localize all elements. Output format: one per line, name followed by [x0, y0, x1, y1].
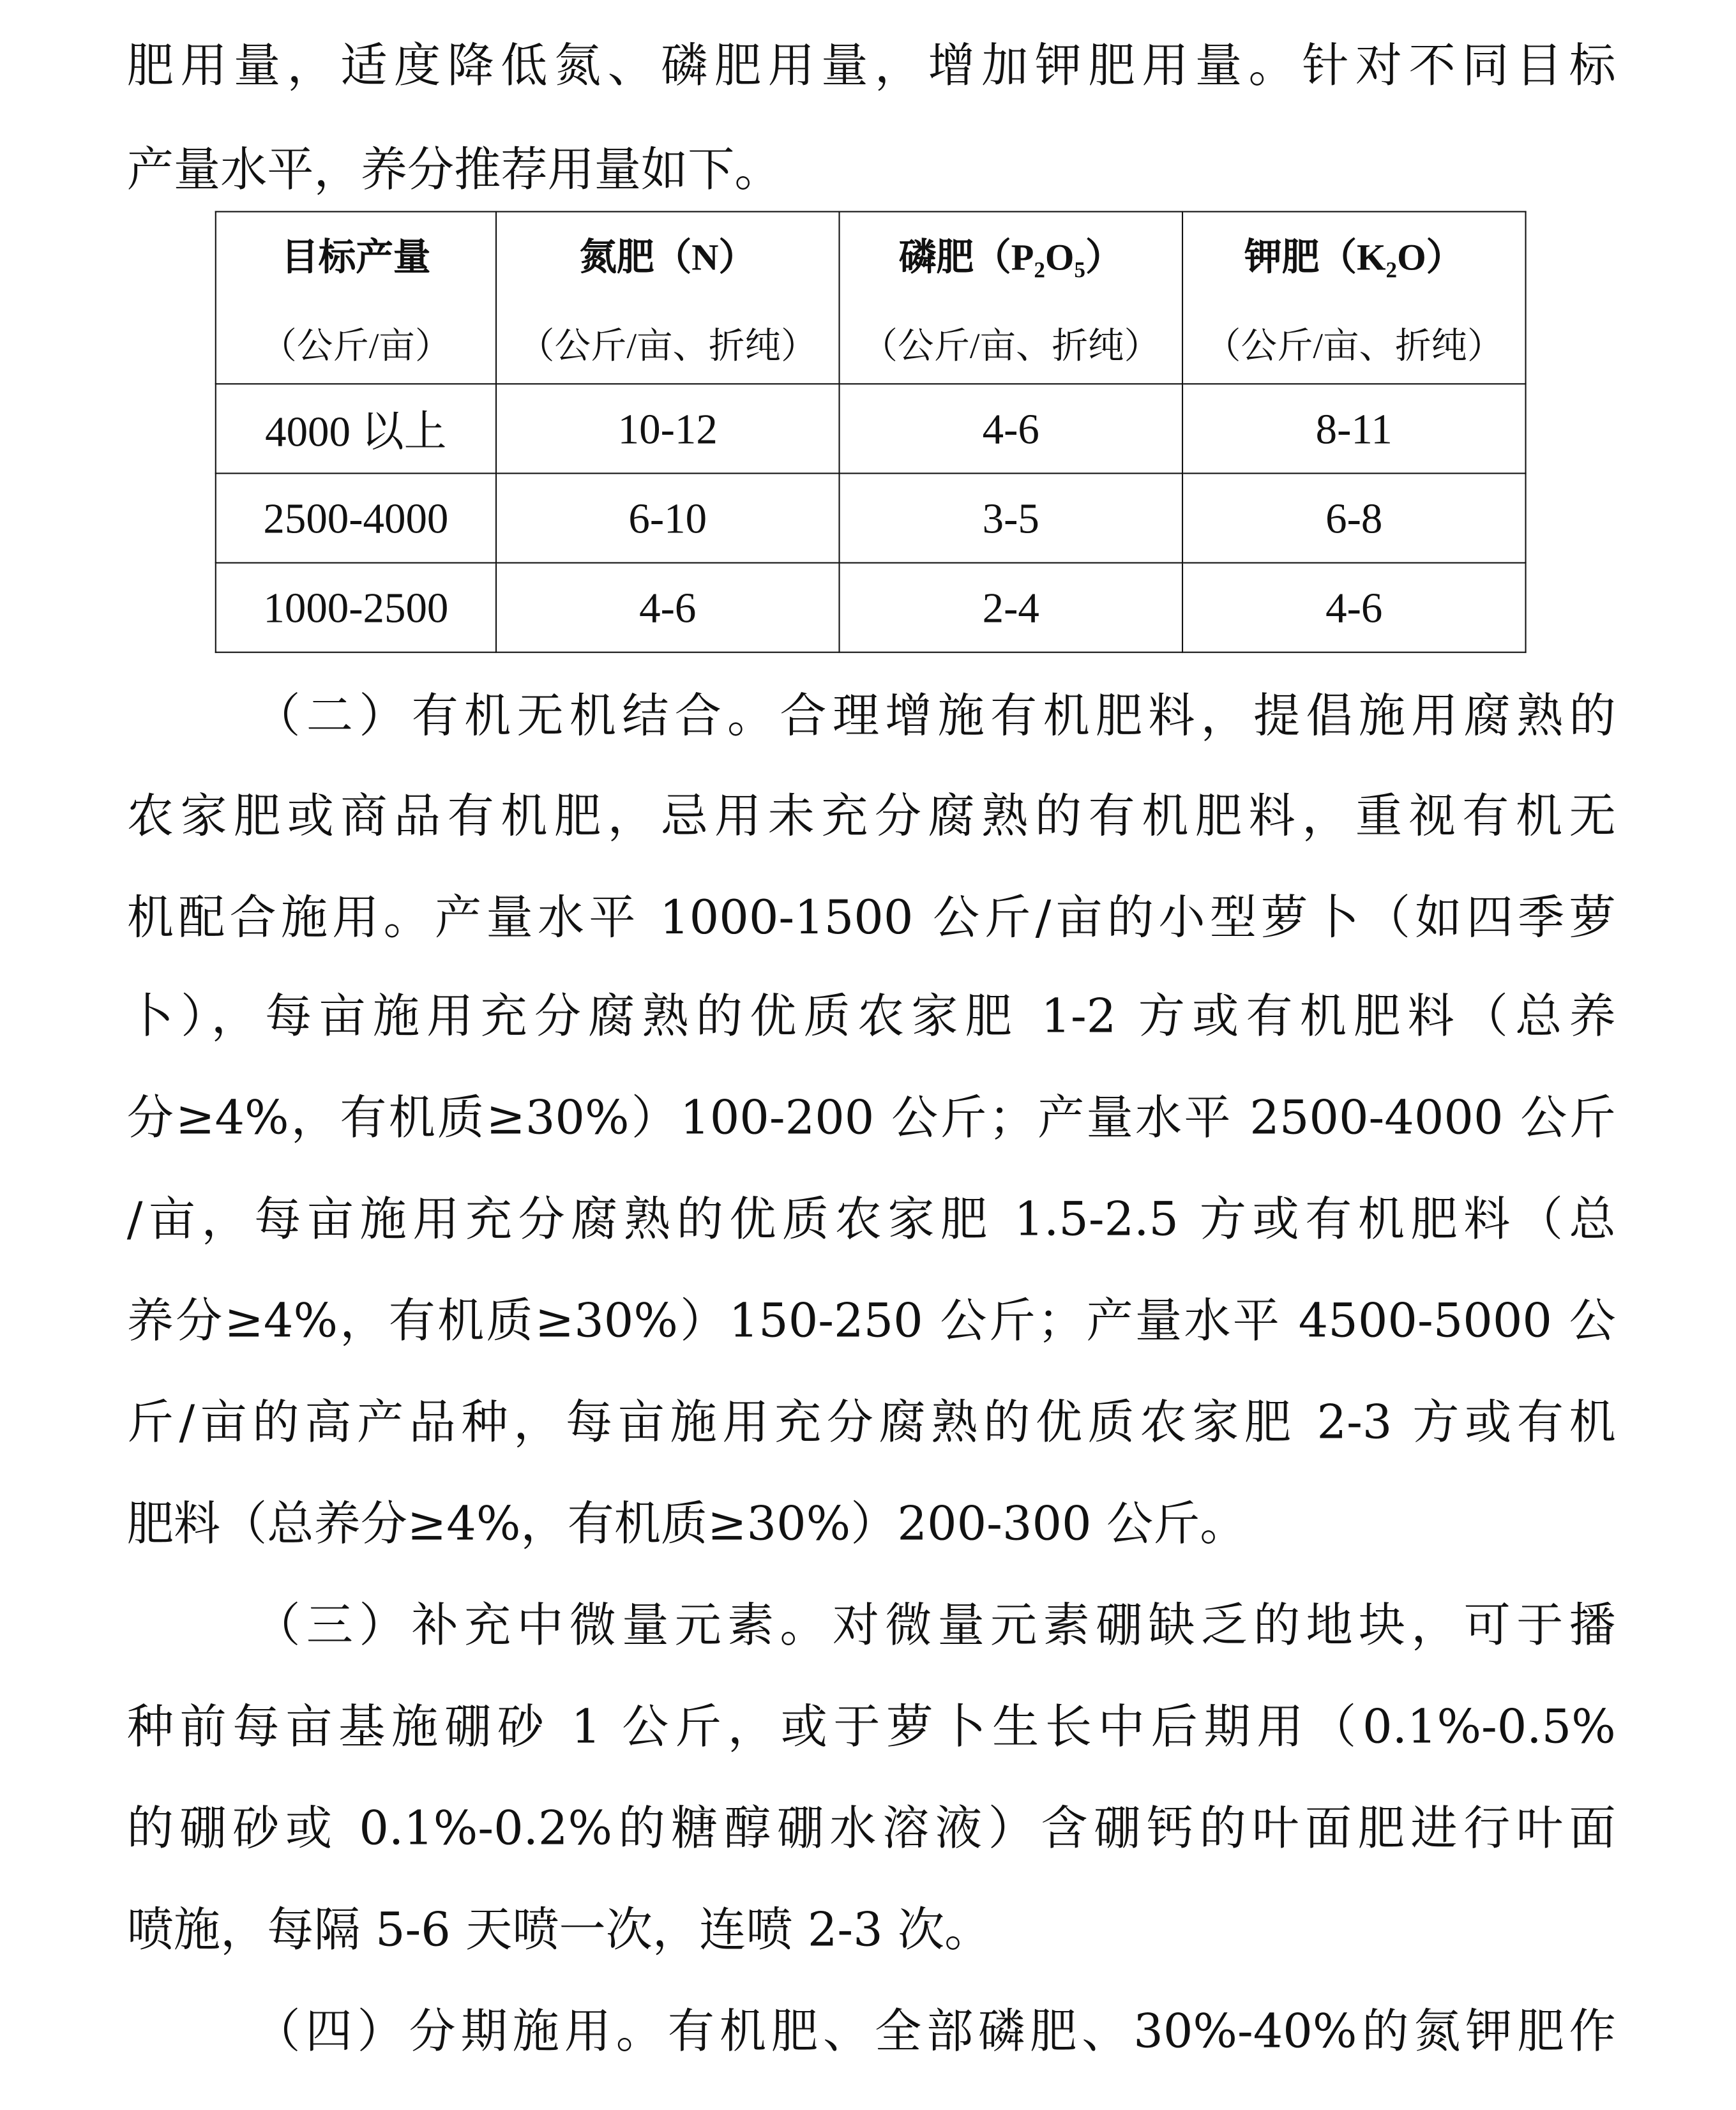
header-potassium: 钾肥（K₂O） （公斤/亩、折纯） [1182, 212, 1526, 384]
text-line: 喷施，每隔 5-6 天喷一次，连喷 2-3 次。 [126, 1904, 992, 1958]
text-line: 养分≥4%，有机质≥30%）150-250 公斤；产量水平 4500-5000 公 [126, 1295, 1616, 1349]
table-cell: 2-4 [840, 563, 1183, 652]
text-line: 种前每亩基施硼砂 1 公斤，或于萝卜生长中后期用（0.1%-0.5% [126, 1701, 1616, 1755]
text-line: 斤/亩的高产品种，每亩施用充分腐熟的优质农家肥 2-3 方或有机 [126, 1396, 1616, 1451]
header-target-yield: 目标产量 （公斤/亩） [216, 212, 496, 384]
paragraph-heading-line: （三）补充中微量元素。对微量元素硼缺乏的地块，可于播 [253, 1599, 1616, 1654]
text-line: 产量水平，养分推荐用量如下。 [126, 144, 781, 198]
table-row [216, 473, 1526, 562]
table-row [216, 384, 1526, 473]
table-cell: 6-10 [496, 473, 840, 562]
table-cell: 1000-2500 [216, 563, 496, 652]
text-line: /亩，每亩施用充分腐熟的优质农家肥 1.5-2.5 方或有机肥料（总 [126, 1193, 1616, 1247]
table-cell: 4-6 [1182, 563, 1526, 652]
text-line: 卜），每亩施用充分腐熟的优质农家肥 1-2 方或有机肥料（总养 [126, 990, 1616, 1044]
table-cell: 4-6 [840, 384, 1183, 473]
table-cell: 8-11 [1182, 384, 1526, 473]
table-cell: 2500-4000 [216, 473, 496, 562]
text-line: 机配合施用。产量水平 1000-1500 公斤/亩的小型萝卜（如四季萝 [126, 892, 1616, 946]
table-header-row [216, 212, 1526, 384]
text-line: 肥料（总养分≥4%，有机质≥30%）200-300 公斤。 [126, 1498, 1247, 1552]
table-cell: 10-12 [496, 384, 840, 473]
table-cell: 6-8 [1182, 473, 1526, 562]
text-line: 农家肥或商品有机肥，忌用未充分腐熟的有机肥料，重视有机无 [126, 790, 1616, 844]
table-cell: 4-6 [496, 563, 840, 652]
table-cell: 3-5 [840, 473, 1183, 562]
text-line: 分≥4%，有机质≥30%）100-200 公斤；产量水平 2500-4000 公斤 [126, 1092, 1616, 1146]
table-cell: 4000 以上 [216, 384, 496, 473]
text-line: 肥用量，适度降低氮、磷肥用量，增加钾肥用量。针对不同目标 [126, 40, 1616, 94]
header-nitrogen: 氮肥（N） （公斤/亩、折纯） [496, 212, 840, 384]
text-line: 的硼砂或 0.1%-0.2%的糖醇硼水溶液）含硼钙的叶面肥进行叶面 [126, 1802, 1616, 1857]
paragraph-heading-line: （二）有机无机结合。合理增施有机肥料，提倡施用腐熟的 [253, 690, 1616, 744]
header-phosphorus: 磷肥（P₂O₅） （公斤/亩、折纯） [840, 212, 1183, 384]
table-row [216, 563, 1526, 652]
fertilizer-table [215, 211, 1527, 652]
paragraph-heading-line: （四）分期施用。有机肥、全部磷肥、30%-40%的氮钾肥作 [253, 2005, 1616, 2060]
